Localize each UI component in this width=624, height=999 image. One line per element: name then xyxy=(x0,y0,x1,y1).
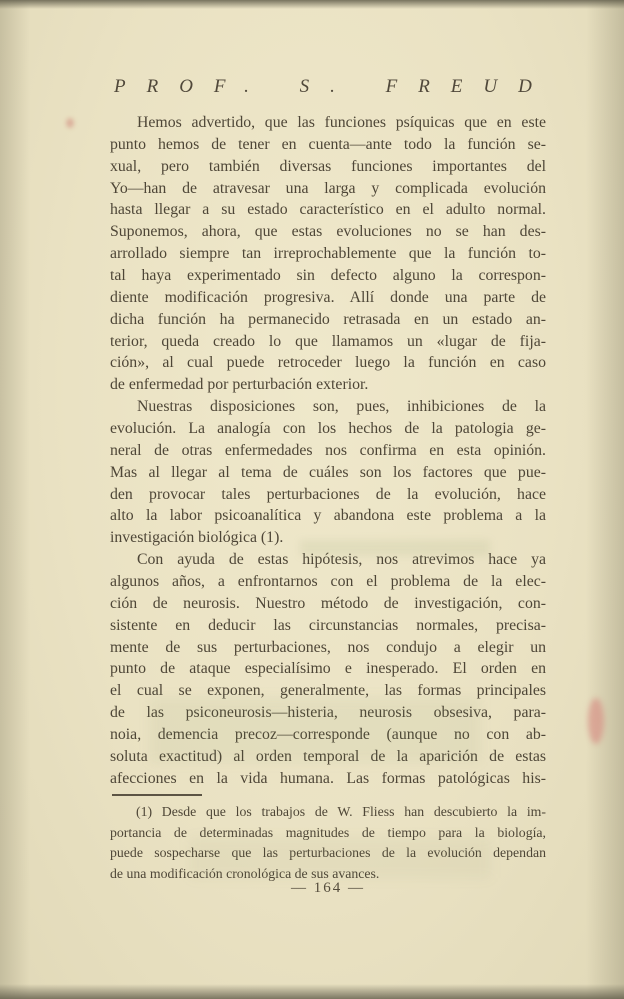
paragraph-2 xyxy=(110,396,546,549)
text-line: den provocar tales perturbaciones de la evolución, hace xyxy=(110,485,546,503)
paragraph-3 xyxy=(110,549,546,789)
text-line: (1) Desde que los trabajos de W. Fliess han descubierto la im- xyxy=(136,804,546,819)
text-line: ción», al cual puede retroceder luego la función en caso xyxy=(110,354,546,372)
text-line: de las psiconeurosis—histeria, neurosis obsesiva, para- xyxy=(110,704,546,722)
text-line: arrollado siempre tan irreprochablemente que la función to- xyxy=(110,245,546,263)
text-line: mente de sus perturbaciones, nos condujo a elegir un xyxy=(110,638,546,656)
text-line: soluta exactitud) al orden temporal de la aparición de estas xyxy=(110,747,546,765)
text-line: diente modificación progresiva. Allí donde una parte de xyxy=(110,288,546,306)
text-line: de una modificación cronológica de sus avances. xyxy=(110,865,380,881)
text-line: evolución. La analogía con los hechos de la patologia ge- xyxy=(110,420,546,438)
text-line: noia, demencia precoz—corresponde (aunque no con ab- xyxy=(110,726,546,744)
text-line: Suponemos, ahora, que estas evoluciones no se han des- xyxy=(110,223,546,241)
text-line: de enfermedad por perturbación exterior. xyxy=(110,376,369,394)
text-line: Con ayuda de estas hipótesis, nos atrevimos hace ya xyxy=(137,551,546,569)
text-line: afecciones en la vida humana. Las formas patológicas his- xyxy=(110,769,546,787)
text-line: dicha función ha permanecido retrasada en un estado an- xyxy=(110,310,546,328)
text-line: portancia de determinadas magnitudes de tiempo para la biología, xyxy=(110,824,546,840)
footnote-rule xyxy=(112,794,202,796)
text-line: investigación biológica (1). xyxy=(110,529,284,547)
body-text xyxy=(110,112,546,790)
text-line: ción de neurosis. Nuestro método de investigación, con- xyxy=(110,594,546,612)
paragraph-1 xyxy=(110,112,546,396)
footnote xyxy=(110,802,546,884)
text-line: Nuestras disposiciones son, pues, inhibiciones de la xyxy=(137,398,546,416)
text-line: el cual se exponen, generalmente, las formas principales xyxy=(110,682,546,700)
text-line: Yo—han de atravesar una larga y complicada evolución xyxy=(110,179,546,197)
text-line: xual, pero también diversas funciones importantes del xyxy=(110,157,546,175)
text-line: punto hemos de tener en cuenta—ante todo la función se- xyxy=(110,135,546,153)
text-line: algunos años, a enfrontarnos con el problema de la elec- xyxy=(110,573,546,591)
page-number: — 164 — xyxy=(291,880,365,896)
text-line: neral de otras enfermedades nos confirma en esta opinión. xyxy=(110,441,546,459)
page-header-author: PROF. S. FREUD xyxy=(114,76,553,97)
page-edge-stain xyxy=(588,698,604,744)
text-line: alto la labor psicoanalítica y abandona este problema a la xyxy=(110,507,546,525)
text-line: tal haya experimentado sin defecto alguno la correspon- xyxy=(110,267,546,285)
text-line: hasta llegar a su estado característico en el adulto normal. xyxy=(110,201,546,219)
text-line: puede sospecharse que las perturbaciones de la evolución dependan xyxy=(110,845,546,861)
text-line: Hemos advertido, que las funciones psíquicas que en este xyxy=(137,114,546,131)
text-line: sistente en deducir las circunstancias normales, precisa- xyxy=(110,616,546,634)
text-line: Mas al llegar al tema de cuáles son los factores que pue- xyxy=(110,463,546,481)
text-line: punto de ataque especialísimo e inesperado. El orden en xyxy=(110,660,546,678)
text-line: terior, queda creado lo que llamamos un «lugar de fija- xyxy=(110,332,546,350)
page-stain xyxy=(66,118,74,128)
